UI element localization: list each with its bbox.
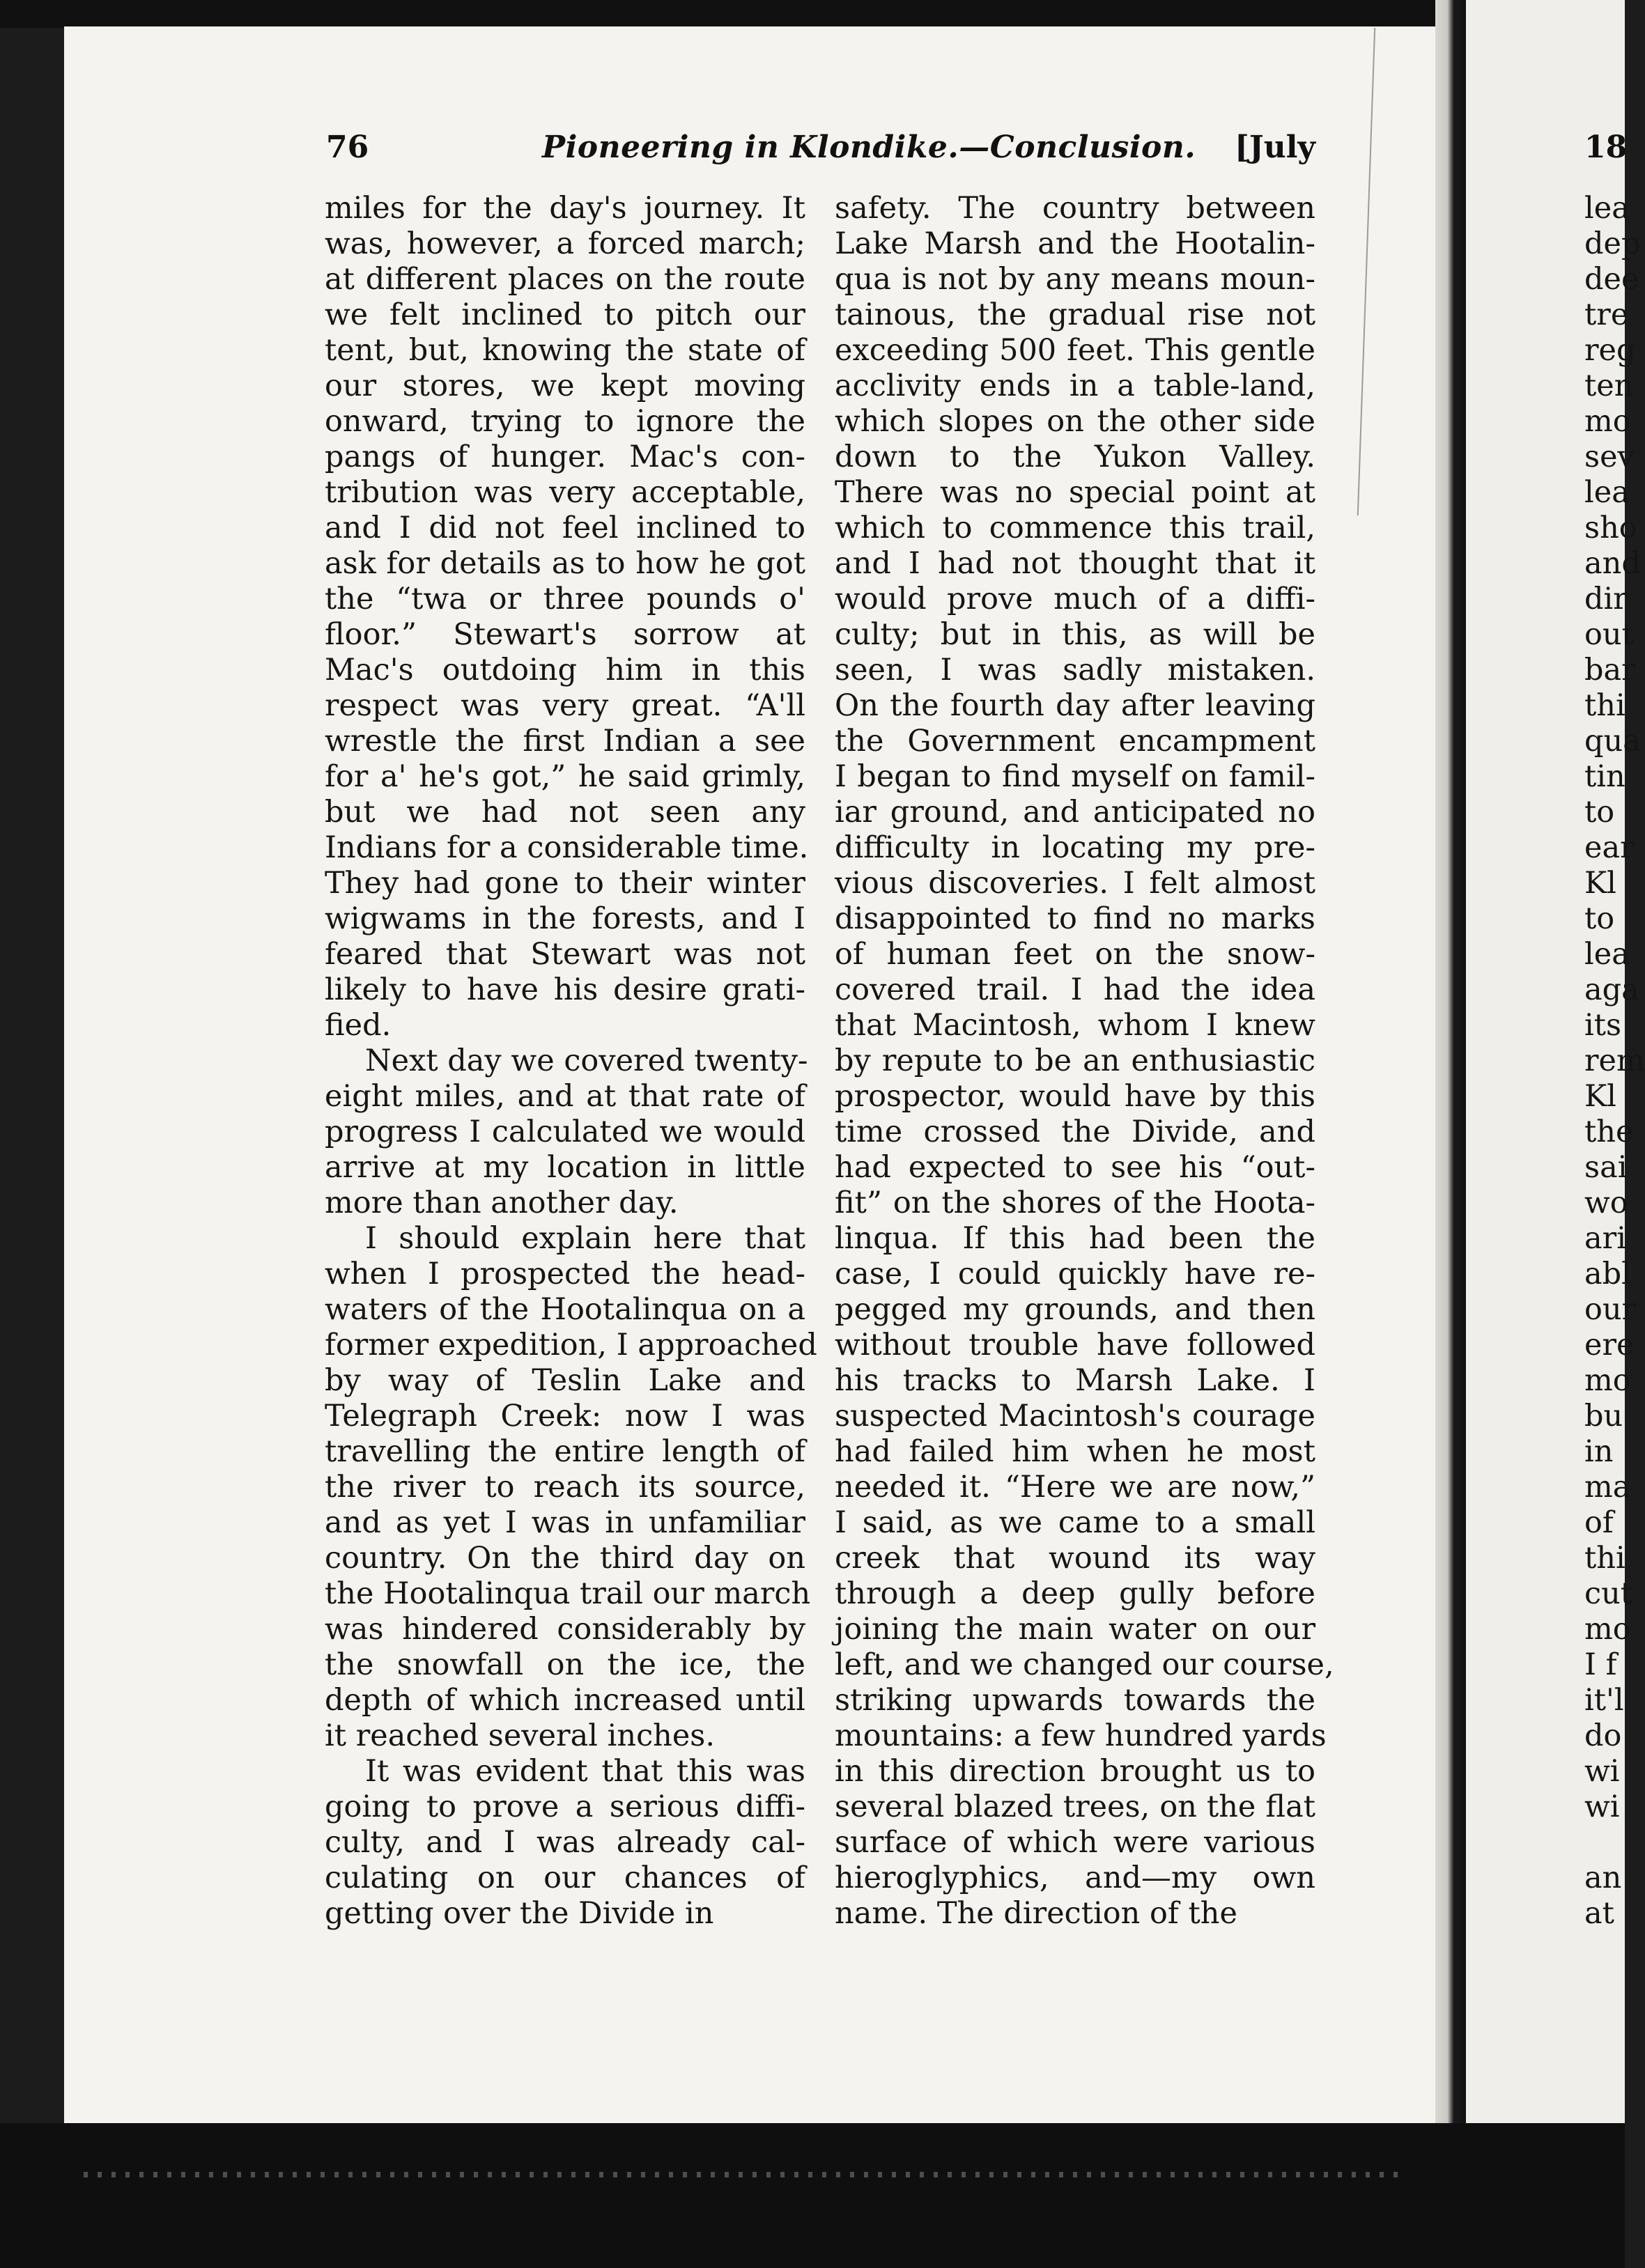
text-line: needed it. “Here we are now,” <box>835 1470 1315 1505</box>
text-line: getting over the Divide in <box>325 1896 714 1931</box>
text-line: surface of which were various <box>835 1825 1315 1860</box>
text-line: when I prospected the head- <box>325 1257 805 1291</box>
next-page-fragment: wo <box>1584 1186 1628 1220</box>
next-page-fragment: ten <box>1584 368 1634 403</box>
text-line: former expedition, I approached <box>325 1328 817 1362</box>
text-line: would prove much of a diffi- <box>835 582 1315 616</box>
text-line: wrestle the first Indian a see <box>325 724 805 759</box>
text-line: without trouble have followed <box>835 1328 1315 1362</box>
text-line: through a deep gully before <box>835 1576 1315 1611</box>
next-page-fragments <box>1584 191 1645 1932</box>
text-line: fied. <box>325 1008 392 1043</box>
text-line: disappointed to find no marks <box>835 901 1315 936</box>
page-number: 76 <box>326 130 369 165</box>
text-line: I should explain here that <box>365 1221 805 1256</box>
next-page-fragment: sho <box>1584 511 1637 545</box>
text-line: vious discoveries. I felt almost <box>835 866 1315 901</box>
text-line: and I did not feel inclined to <box>325 511 805 545</box>
text-line: at different places on the route <box>325 262 805 297</box>
text-line: acclivity ends in a table-land, <box>835 368 1315 403</box>
next-page-fragment: in <box>1584 1434 1614 1469</box>
text-line: culty, and I was already cal- <box>325 1825 805 1860</box>
next-page-fragment: sai <box>1584 1150 1628 1185</box>
text-line: floor.” Stewart's sorrow at <box>325 617 805 652</box>
text-line: tainous, the gradual rise not <box>835 297 1315 332</box>
next-page-fragment: Kl <box>1584 1079 1616 1114</box>
text-line: eight miles, and at that rate of <box>325 1079 805 1114</box>
text-line: safety. The country between <box>835 191 1315 226</box>
next-page-fragment: bu <box>1584 1399 1623 1434</box>
text-line: feared that Stewart was not <box>325 937 805 972</box>
text-line: it reached several inches. <box>325 1718 716 1753</box>
text-line: we felt inclined to pitch our <box>325 297 805 332</box>
text-line: linqua. If this had been the <box>835 1221 1315 1256</box>
text-line: his tracks to Marsh Lake. I <box>835 1363 1315 1398</box>
text-line: respect was very great. “A'll <box>325 688 805 723</box>
text-line: several blazed trees, on the flat <box>835 1789 1315 1824</box>
scan-top-edge <box>0 0 1625 28</box>
text-line: On the fourth day after leaving <box>835 688 1315 723</box>
text-line: likely to have his desire grati- <box>325 972 805 1007</box>
text-line: creek that wound its way <box>835 1541 1315 1576</box>
next-page-number: 18 <box>1584 130 1628 165</box>
text-line: down to the Yukon Valley. <box>835 440 1315 474</box>
text-line: going to prove a serious diffi- <box>325 1789 805 1824</box>
next-page-fragment: tre <box>1584 297 1629 332</box>
text-line: Mac's outdoing him in this <box>325 653 805 688</box>
text-line: pegged my grounds, and then <box>835 1292 1315 1327</box>
next-page-fragment: to <box>1584 795 1615 830</box>
next-page-fragment: lea <box>1584 937 1630 972</box>
text-line: depth of which increased until <box>325 1683 805 1718</box>
text-line: for a' he's got,” he said grimly, <box>325 759 805 794</box>
text-line: the Government encampment <box>835 724 1315 759</box>
next-page-fragment: mo <box>1584 1612 1631 1647</box>
next-page-fragment: it'l <box>1584 1683 1624 1718</box>
text-line: I said, as we came to a small <box>835 1505 1315 1540</box>
text-line: name. The direction of the <box>835 1896 1237 1931</box>
text-line: hieroglyphics, and—my own <box>835 1861 1315 1895</box>
text-line: by repute to be an enthusiastic <box>835 1043 1315 1078</box>
text-line: qua is not by any means moun- <box>835 262 1315 297</box>
text-line: wigwams in the forests, and I <box>325 901 805 936</box>
next-page-fragment: mo <box>1584 1363 1631 1398</box>
running-title: Pioneering in Klondike.—Conclusion. <box>542 130 1196 165</box>
next-page-fragment: dep <box>1584 226 1641 261</box>
text-line: which to commence this trail, <box>835 511 1315 545</box>
next-page-fragment: tin <box>1584 759 1625 794</box>
text-line: culating on our chances of <box>325 1861 805 1895</box>
next-page-fragment: qua <box>1584 724 1641 759</box>
next-page-fragment: reg <box>1584 333 1636 368</box>
text-line: but we had not seen any <box>325 795 805 830</box>
next-page-fragment: at <box>1584 1896 1614 1931</box>
text-line: iar ground, and anticipated no <box>835 795 1315 830</box>
text-line: waters of the Hootalinqua on a <box>325 1292 805 1327</box>
text-line: fit” on the shores of the Hoota- <box>835 1186 1315 1220</box>
next-page-fragment: to <box>1584 901 1615 936</box>
next-page-fragment: mo <box>1584 404 1631 439</box>
text-line: the river to reach its source, <box>325 1470 805 1505</box>
text-line: prospector, would have by this <box>835 1079 1315 1114</box>
text-line: which slopes on the other side <box>835 404 1315 439</box>
text-line: tent, but, knowing the state of <box>325 333 805 368</box>
next-page-fragment: an <box>1584 1861 1622 1895</box>
next-page-fragment: thi <box>1584 1541 1625 1576</box>
next-page-fragment: its <box>1584 1008 1622 1043</box>
next-page-fragment: Kl <box>1584 866 1616 901</box>
text-line: They had gone to their winter <box>325 866 805 901</box>
next-page-fragment: bar <box>1584 653 1636 688</box>
text-line: the “twa or three pounds o' <box>325 582 805 616</box>
next-page-fragment: dir <box>1584 582 1628 616</box>
text-line: case, I could quickly have re- <box>835 1257 1315 1291</box>
next-page-fragment: abl <box>1584 1257 1631 1291</box>
text-line: and I had not thought that it <box>835 546 1315 581</box>
text-line: Telegraph Creek: now I was <box>325 1399 805 1434</box>
text-line: Next day we covered twenty- <box>365 1043 808 1078</box>
text-line: in this direction brought us to <box>835 1754 1315 1789</box>
left-column <box>325 191 817 1932</box>
text-line: Lake Marsh and the Hootalin- <box>835 226 1315 261</box>
next-page-fragment: ma <box>1584 1470 1631 1505</box>
text-line: was, however, a forced march; <box>325 226 805 261</box>
text-line: culty; but in this, as will be <box>835 617 1315 652</box>
text-line: seen, I was sadly mistaken. <box>835 653 1315 688</box>
text-line: miles for the day's journey. It <box>325 191 805 226</box>
text-line: of human feet on the snow- <box>835 937 1315 972</box>
next-page-fragment: the <box>1584 1114 1634 1149</box>
next-page-fragment: cut <box>1584 1576 1633 1611</box>
next-page-fragment: I f <box>1584 1647 1617 1682</box>
text-line: difficulty in locating my pre- <box>835 830 1315 865</box>
text-line: arrive at my location in little <box>325 1150 805 1185</box>
text-line: mountains: a few hundred yards <box>835 1718 1327 1753</box>
text-line: more than another day. <box>325 1186 679 1220</box>
next-page-fragment: thi <box>1584 688 1625 723</box>
text-line: tribution was very acceptable, <box>325 475 805 510</box>
text-line: striking upwards towards the <box>835 1683 1315 1718</box>
text-line: that Macintosh, whom I knew <box>835 1008 1315 1043</box>
next-page-fragment: do <box>1584 1718 1622 1753</box>
next-page-edge <box>1466 0 1645 2268</box>
text-line: and as yet I was in unfamiliar <box>325 1505 805 1540</box>
text-line: covered trail. I had the idea <box>835 972 1315 1007</box>
text-line: There was no special point at <box>835 475 1315 510</box>
scan-dot-line <box>84 2172 1407 2177</box>
text-line: ask for details as to how he got <box>325 546 805 581</box>
next-page-fragment: rem <box>1584 1043 1645 1078</box>
text-line: pangs of hunger. Mac's con- <box>325 440 805 474</box>
next-page-fragment: out <box>1584 617 1634 652</box>
text-line: our stores, we kept moving <box>325 368 805 403</box>
text-line: the snowfall on the ice, the <box>325 1647 805 1682</box>
text-line: left, and we changed our course, <box>835 1647 1334 1682</box>
page-gutter <box>1435 0 1466 2129</box>
text-line: Indians for a considerable time. <box>325 830 809 865</box>
next-page-fragment: wi <box>1584 1789 1620 1824</box>
next-page-fragment: ear <box>1584 830 1635 865</box>
text-line: onward, trying to ignore the <box>325 404 805 439</box>
scan-bottom-edge <box>0 2123 1625 2268</box>
text-line: by way of Teslin Lake and <box>325 1363 805 1398</box>
text-line: exceeding 500 feet. This gentle <box>835 333 1315 368</box>
text-line: travelling the entire length of <box>325 1434 805 1469</box>
text-line: time crossed the Divide, and <box>835 1114 1315 1149</box>
text-line: the Hootalinqua trail our march <box>325 1576 811 1611</box>
next-page-fragment: sev <box>1584 440 1635 474</box>
right-column <box>835 191 1334 1932</box>
running-date: [July <box>1235 130 1315 165</box>
text-line: had expected to see his “out- <box>835 1150 1315 1185</box>
next-page-fragment: wi <box>1584 1754 1620 1789</box>
next-page-fragment: ere <box>1584 1328 1635 1362</box>
next-page-fragment <box>1584 1825 1645 1861</box>
text-line: had failed him when he most <box>835 1434 1315 1469</box>
next-page-fragment: and <box>1584 546 1641 581</box>
next-page-fragment: our <box>1584 1292 1637 1327</box>
next-page-fragment: dee <box>1584 262 1639 297</box>
next-page-fragment: aga <box>1584 972 1639 1007</box>
next-page-fragment: of <box>1584 1505 1614 1540</box>
text-line: It was evident that this was <box>365 1754 805 1789</box>
text-line: progress I calculated we would <box>325 1114 805 1149</box>
text-line: I began to find myself on famil- <box>835 759 1315 794</box>
text-line: country. On the third day on <box>325 1541 805 1576</box>
text-line: was hindered considerably by <box>325 1612 805 1647</box>
text-line: suspected Macintosh's courage <box>835 1399 1315 1434</box>
next-page-fragment: ari <box>1584 1221 1626 1256</box>
running-header <box>326 130 1315 178</box>
next-page-fragment: lea <box>1584 191 1630 226</box>
next-page-fragment: lea <box>1584 475 1630 510</box>
text-line: joining the main water on our <box>835 1612 1315 1647</box>
